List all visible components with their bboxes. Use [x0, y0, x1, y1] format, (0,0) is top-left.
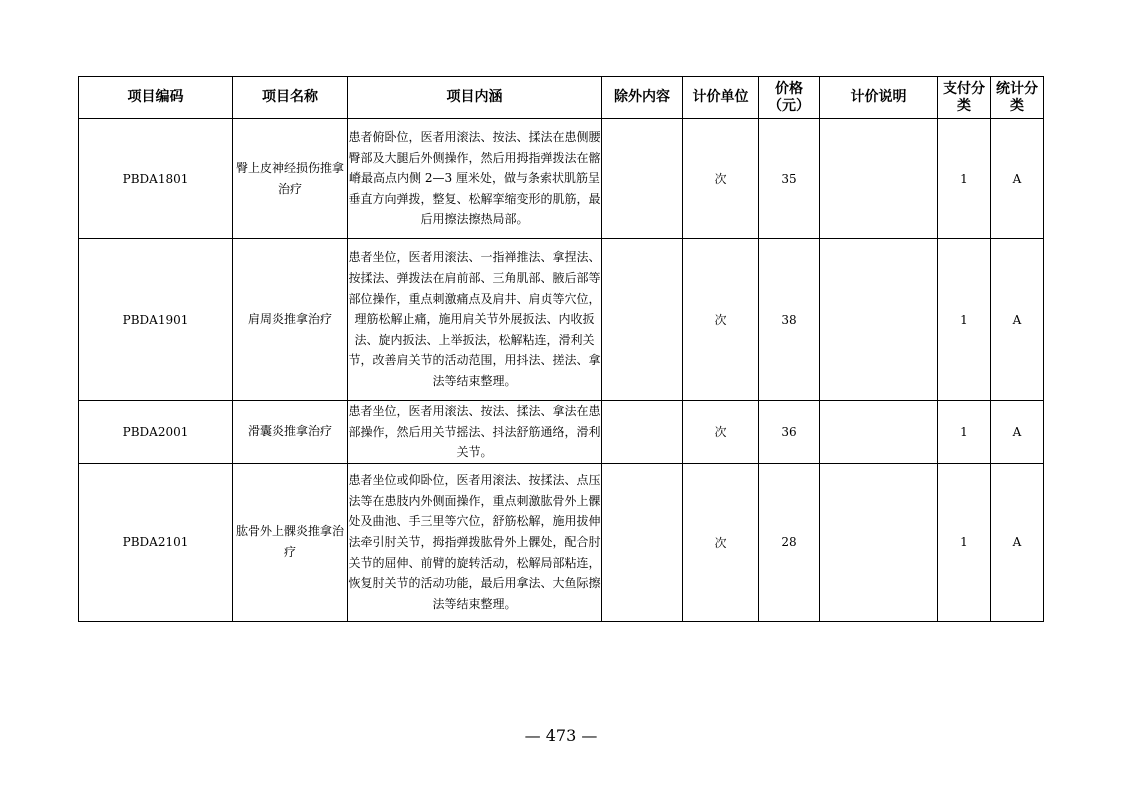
- item-content: 患者坐位或仰卧位，医者用滚法、按揉法、点压法等在患肢内外侧面操作，重点刺激肱骨外上髁处及曲池、手三里等穴位，舒筋松解，施用拔伸法牵引肘关节，拇指弹拨肱骨外上髁处，配合肘关节的屈伸、前臂的旋转活动，松解局部粘连，恢复肘关节的活动功能，最后用拿法、大鱼际擦法等结束整理。: [348, 463, 602, 621]
- page-number: — 473 —: [524, 726, 598, 745]
- header-stat: 统计分类: [991, 77, 1044, 119]
- item-name: 滑囊炎推拿治疗: [233, 401, 348, 464]
- item-stat: A: [991, 239, 1044, 401]
- item-payment: 1: [938, 463, 991, 621]
- item-unit: 次: [683, 119, 759, 239]
- table-row: [79, 119, 1044, 239]
- item-unit: 次: [683, 239, 759, 401]
- item-note: [820, 119, 938, 239]
- item-name: 臀上皮神经损伤推拿治疗: [233, 119, 348, 239]
- header-price: 价格（元）: [759, 77, 820, 119]
- header-name: 项目名称: [233, 77, 348, 119]
- item-code: PBDA1901: [79, 239, 233, 401]
- item-price: 38: [759, 239, 820, 401]
- item-payment: 1: [938, 119, 991, 239]
- item-code: PBDA2001: [79, 401, 233, 464]
- item-price: 36: [759, 401, 820, 464]
- pricing-table: [78, 76, 1044, 622]
- item-unit: 次: [683, 463, 759, 621]
- table-row: [79, 239, 1044, 401]
- item-content: 患者坐位，医者用滚法、按法、揉法、拿法在患部操作，然后用关节摇法、抖法舒筋通络，滑利关节。: [348, 401, 602, 464]
- table-row: [79, 401, 1044, 464]
- item-note: [820, 463, 938, 621]
- item-excluded: [602, 463, 683, 621]
- header-row: [79, 77, 1044, 119]
- item-stat: A: [991, 463, 1044, 621]
- item-name: 肱骨外上髁炎推拿治疗: [233, 463, 348, 621]
- item-code: PBDA2101: [79, 463, 233, 621]
- header-excluded: 除外内容: [602, 77, 683, 119]
- item-price: 35: [759, 119, 820, 239]
- item-note: [820, 239, 938, 401]
- item-excluded: [602, 401, 683, 464]
- item-excluded: [602, 239, 683, 401]
- item-unit: 次: [683, 401, 759, 464]
- item-content: 患者俯卧位，医者用滚法、按法、揉法在患侧腰臀部及大腿后外侧操作，然后用拇指弹拨法在髂嵴最高点内侧 2—3 厘米处，做与条索状肌筋呈垂直方向弹拨，整复、松解挛缩变形的肌筋，最后用擦法擦热局部。: [348, 119, 602, 239]
- item-stat: A: [991, 401, 1044, 464]
- item-payment: 1: [938, 239, 991, 401]
- item-code: PBDA1801: [79, 119, 233, 239]
- item-excluded: [602, 119, 683, 239]
- header-unit: 计价单位: [683, 77, 759, 119]
- item-name: 肩周炎推拿治疗: [233, 239, 348, 401]
- header-content: 项目内涵: [348, 77, 602, 119]
- header-code: 项目编码: [79, 77, 233, 119]
- item-price: 28: [759, 463, 820, 621]
- header-payment: 支付分类: [938, 77, 991, 119]
- item-payment: 1: [938, 401, 991, 464]
- item-note: [820, 401, 938, 464]
- header-note: 计价说明: [820, 77, 938, 119]
- item-stat: A: [991, 119, 1044, 239]
- item-content: 患者坐位，医者用滚法、一指禅推法、拿捏法、按揉法、弹拨法在肩前部、三角肌部、腋后部等部位操作，重点刺激痛点及肩井、肩贞等穴位，理筋松解止痛，施用肩关节外展扳法、内收扳法、旋内扳法、上举扳法，松解粘连，滑利关节，改善肩关节的活动范围，用抖法、搓法、拿法等结束整理。: [348, 239, 602, 401]
- table-row: [79, 463, 1044, 621]
